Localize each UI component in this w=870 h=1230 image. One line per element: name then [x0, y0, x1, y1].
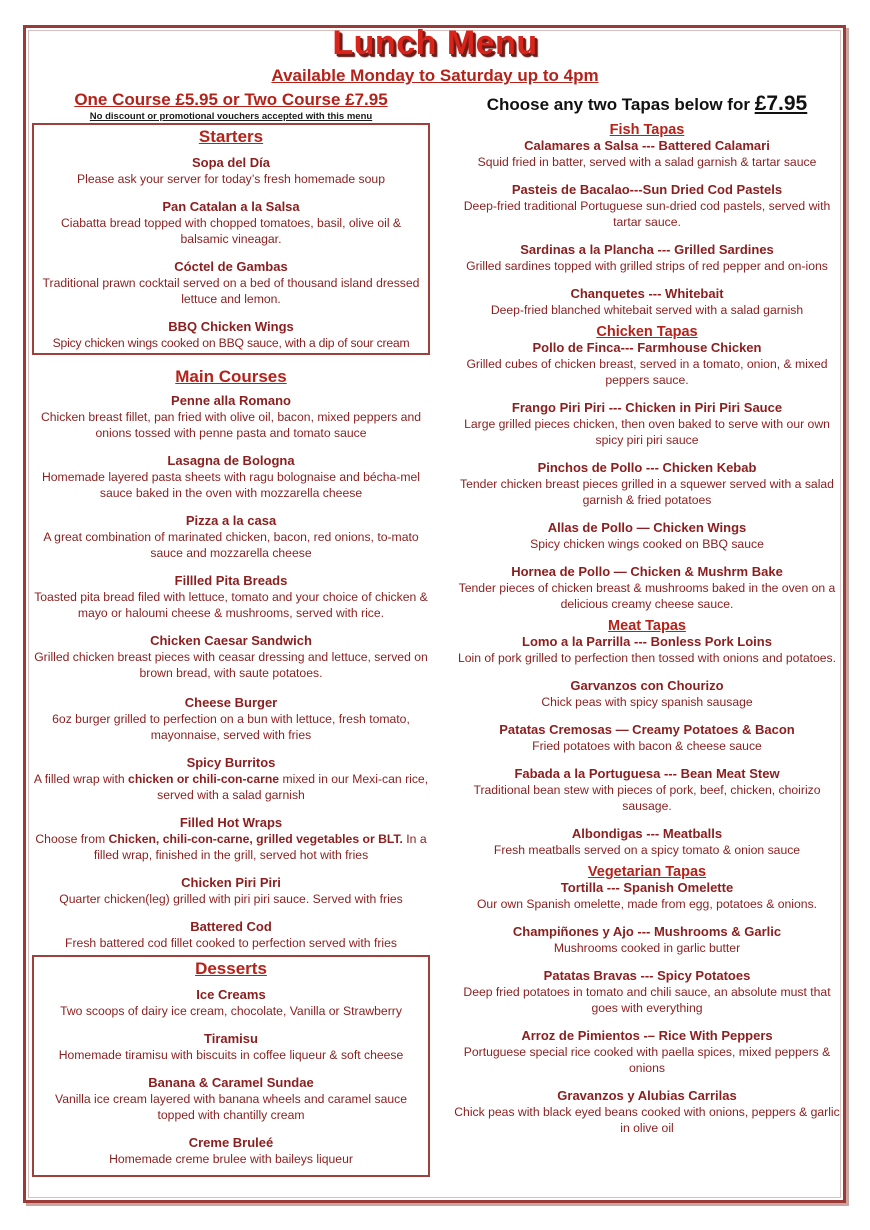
item-name: Lomo a la Parrilla --- Bonless Pork Loins — [522, 634, 772, 649]
item-desc: Chick peas with black eyed beans cooked with onions, peppers & garlic in olive oil — [454, 1105, 840, 1135]
item-desc: Fresh battered cod fillet cooked to perfection served with fries — [65, 936, 397, 950]
menu-item — [452, 968, 842, 1016]
item-name: Lasagna de Bologna — [167, 453, 295, 468]
mains-title: Main Courses — [175, 367, 287, 386]
item-desc: Squid fried in batter, served with a salad garnish & tartar sauce — [477, 155, 817, 169]
item-desc: Chicken breast fillet, pan fried with olive oil, bacon, mixed peppers and onions tossed with penne pasta and tomato sauce — [40, 410, 422, 440]
item-desc: Spicy chicken wings cooked on BBQ sauce, with a dip of sour cream — [52, 336, 410, 350]
vegetarian-tapas-title: Vegetarian Tapas — [587, 864, 707, 880]
item-name: Tortilla --- Spanish Omelette — [560, 880, 734, 895]
item-name: Filled Hot Wraps — [179, 815, 283, 830]
left-column — [32, 90, 430, 1177]
item-desc: Tender pieces of chicken breast & mushrooms baked in the oven on a delicious creamy cheese sauce. — [458, 581, 836, 611]
menu-item — [452, 460, 842, 508]
starters-title: Starters — [198, 127, 264, 146]
menu-item — [452, 1088, 842, 1136]
menu-item — [32, 919, 430, 951]
item-name: Cóctel de Gambas — [174, 259, 288, 274]
menu-item — [452, 182, 842, 230]
item-name: Ice Creams — [196, 987, 266, 1002]
menu-item — [32, 453, 430, 501]
menu-item — [32, 875, 430, 907]
right-column — [452, 90, 842, 1136]
menu-item — [34, 199, 428, 247]
item-desc: Grilled cubes of chicken breast, served in a tomato, onion, & mixed peppers sauce. — [466, 357, 828, 387]
item-name: Patatas Bravas --- Spicy Potatoes — [543, 968, 751, 983]
menu-item — [34, 1135, 428, 1167]
course-offer: One Course £5.95 or Two Course £7.95 — [74, 90, 388, 109]
item-desc: Choose from Chicken, chili-con-carne, grilled vegetables or BLT. In a filled wrap, finished in the grill, served hot with fries — [35, 832, 427, 862]
item-name: Fillled Pita Breads — [174, 573, 288, 588]
menu-item — [452, 1028, 842, 1076]
menu-item — [32, 695, 430, 743]
item-desc: Loin of pork grilled to perfection then tossed with onions and potatoes. — [457, 651, 837, 665]
item-name: BBQ Chicken Wings — [168, 319, 294, 334]
item-desc: A filled wrap with chicken or chili-con-carne mixed in our Mexi-can rice, served with a salad garnish — [33, 772, 429, 802]
menu-item — [452, 138, 842, 170]
item-name: Sopa del Día — [191, 155, 271, 170]
tapas-price: £7.95 — [754, 92, 808, 115]
item-name: Fabada a la Portuguesa --- Bean Meat Stew — [514, 766, 780, 781]
starters-box — [32, 123, 430, 355]
desserts-title: Desserts — [195, 959, 267, 978]
menu-item — [34, 1075, 428, 1123]
item-desc: Grilled sardines topped with grilled strips of red pepper and on-ions — [466, 259, 828, 273]
item-desc: Fried potatoes with bacon & cheese sauce — [532, 739, 762, 753]
item-desc: Two scoops of dairy ice cream, chocolate, Vanilla or Strawberry — [60, 1004, 402, 1018]
item-desc: 6oz burger grilled to perfection on a bun with lettuce, fresh tomato, mayonnaise, served with fries — [52, 712, 410, 742]
item-desc: Homemade layered pasta sheets with ragu bolognaise and bécha-mel sauce baked in the oven with mozzarella cheese — [41, 470, 421, 500]
item-desc: Please ask your server for today’s fresh homemade soup — [76, 172, 385, 186]
desserts-box — [32, 955, 430, 1177]
menu-item — [34, 319, 428, 351]
item-desc: Mushrooms cooked in garlic butter — [553, 941, 741, 955]
menu-item — [452, 520, 842, 552]
item-name: Chicken Piri Piri — [181, 875, 281, 890]
item-name: Albondigas --- Meatballs — [571, 826, 723, 841]
item-desc: Portuguese special rice cooked with paella spices, mixed peppers & onions — [463, 1045, 831, 1075]
item-desc: Traditional prawn cocktail served on a bed of thousand island dressed lettuce and lemon. — [42, 276, 420, 306]
item-name: Pollo de Finca--- Farmhouse Chicken — [532, 340, 762, 355]
item-name: Chicken Caesar Sandwich — [150, 633, 312, 648]
menu-item — [452, 826, 842, 858]
item-desc: Homemade tiramisu with biscuits in coffee liqueur & soft cheese — [58, 1048, 404, 1062]
offer-note: No discount or promotional vouchers accepted with this menu — [89, 111, 373, 122]
chicken-tapas-title: Chicken Tapas — [596, 324, 698, 340]
item-desc: A great combination of marinated chicken, bacon, red onions, to-mato sauce and mozzarella cheese — [43, 530, 419, 560]
menu-item — [34, 259, 428, 307]
menu-item — [452, 722, 842, 754]
item-desc: Ciabatta bread topped with chopped tomatoes, basil, olive oil & balsamic vineagar. — [60, 216, 402, 246]
item-name: Creme Bruleé — [188, 1135, 274, 1150]
menu-item — [34, 987, 428, 1019]
item-desc: Tender chicken breast pieces grilled in a squewer served with a salad garnish & fried potatoes — [460, 477, 834, 507]
item-desc: Fresh meatballs served on a spicy tomato & onion sauce — [493, 843, 801, 857]
availability-subtitle: Available Monday to Saturday up to 4pm — [271, 66, 599, 85]
item-desc: Grilled chicken breast pieces with ceasar dressing and lettuce, served on brown bread, with saute potatoes. — [34, 650, 428, 680]
menu-item — [32, 393, 430, 441]
menu-item — [32, 815, 430, 863]
item-name: Champiñones y Ajo --- Mushrooms & Garlic — [512, 924, 782, 939]
item-name: Sardinas a la Plancha --- Grilled Sardines — [520, 242, 774, 257]
item-name: Allas de Pollo — Chicken Wings — [547, 520, 747, 535]
fish-tapas-title: Fish Tapas — [609, 122, 685, 138]
meat-tapas-title: Meat Tapas — [608, 618, 686, 634]
menu-item — [32, 633, 430, 681]
item-name: Patatas Cremosas — Creamy Potatoes & Bacon — [499, 722, 795, 737]
item-desc: Our own Spanish omelette, made from egg, potatoes & onions. — [476, 897, 818, 911]
item-name: Chanquetes --- Whitebait — [570, 286, 724, 301]
item-name: Gravanzos y Alubias Carrilas — [557, 1088, 737, 1103]
item-desc: Quarter chicken(leg) grilled with piri piri sauce. Served with fries — [59, 892, 403, 906]
item-desc: Deep-fried blanched whitebait served with a salad garnish — [490, 303, 804, 317]
menu-item — [452, 564, 842, 612]
menu-item — [32, 573, 430, 621]
menu-item — [452, 924, 842, 956]
menu-item — [452, 678, 842, 710]
item-desc: Homemade creme brulee with baileys liqueur — [109, 1152, 353, 1166]
item-name: Banana & Caramel Sundae — [148, 1075, 314, 1090]
item-desc: Spicy chicken wings cooked on BBQ sauce — [530, 537, 764, 551]
menu-item — [452, 766, 842, 814]
item-name: Hornea de Pollo — Chicken & Mushrm Bake — [511, 564, 783, 579]
menu-item — [452, 400, 842, 448]
page-title: Lunch Menu — [332, 24, 538, 62]
item-desc: Chick peas with spicy spanish sausage — [541, 695, 753, 709]
item-desc: Deep-fried traditional Portuguese sun-dried cod pastels, served with tartar sauce. — [463, 199, 831, 229]
item-desc: Toasted pita bread filed with lettuce, tomato and your choice of chicken & mayo or haloumi cheese & mushrooms, served with rice. — [34, 590, 428, 620]
menu-item — [452, 286, 842, 318]
item-name: Tiramisu — [204, 1031, 258, 1046]
item-name: Garvanzos con Chourizo — [570, 678, 724, 693]
menu-item — [34, 155, 428, 187]
menu-item — [452, 340, 842, 388]
menu-item — [32, 755, 430, 803]
item-name: Cheese Burger — [184, 695, 278, 710]
item-name: Arroz de Pimientos -– Rice With Peppers — [521, 1028, 773, 1043]
item-name: Pizza a la casa — [185, 513, 277, 528]
item-name: Pinchos de Pollo --- Chicken Kebab — [537, 460, 757, 475]
item-desc: Traditional bean stew with pieces of pork, beef, chicken, choirizo sausage. — [473, 783, 821, 813]
item-name: Pasteis de Bacalao---Sun Dried Cod Pastels — [511, 182, 783, 197]
item-desc: Deep fried potatoes in tomato and chili sauce, an absolute must that goes with everything — [463, 985, 831, 1015]
menu-item — [34, 1031, 428, 1063]
item-name: Battered Cod — [190, 919, 272, 934]
menu-item — [32, 513, 430, 561]
menu-item — [452, 880, 842, 912]
item-name: Spicy Burritos — [186, 755, 276, 770]
item-name: Frango Piri Piri --- Chicken in Piri Piri Sauce — [511, 400, 783, 415]
menu-item — [452, 242, 842, 274]
item-desc: Vanilla ice cream layered with banana wheels and caramel sauce topped with chantilly cream — [54, 1092, 408, 1122]
item-name: Calamares a Salsa --- Battered Calamari — [524, 138, 770, 153]
item-name: Pan Catalan a la Salsa — [162, 199, 300, 214]
tapas-offer: Choose any two Tapas below for £7.95 — [486, 92, 808, 115]
menu-item — [452, 634, 842, 666]
item-name: Penne alla Romano — [171, 393, 291, 408]
item-desc: Large grilled pieces chicken, then oven baked to serve with our own spicy piri piri sauce — [464, 417, 830, 447]
